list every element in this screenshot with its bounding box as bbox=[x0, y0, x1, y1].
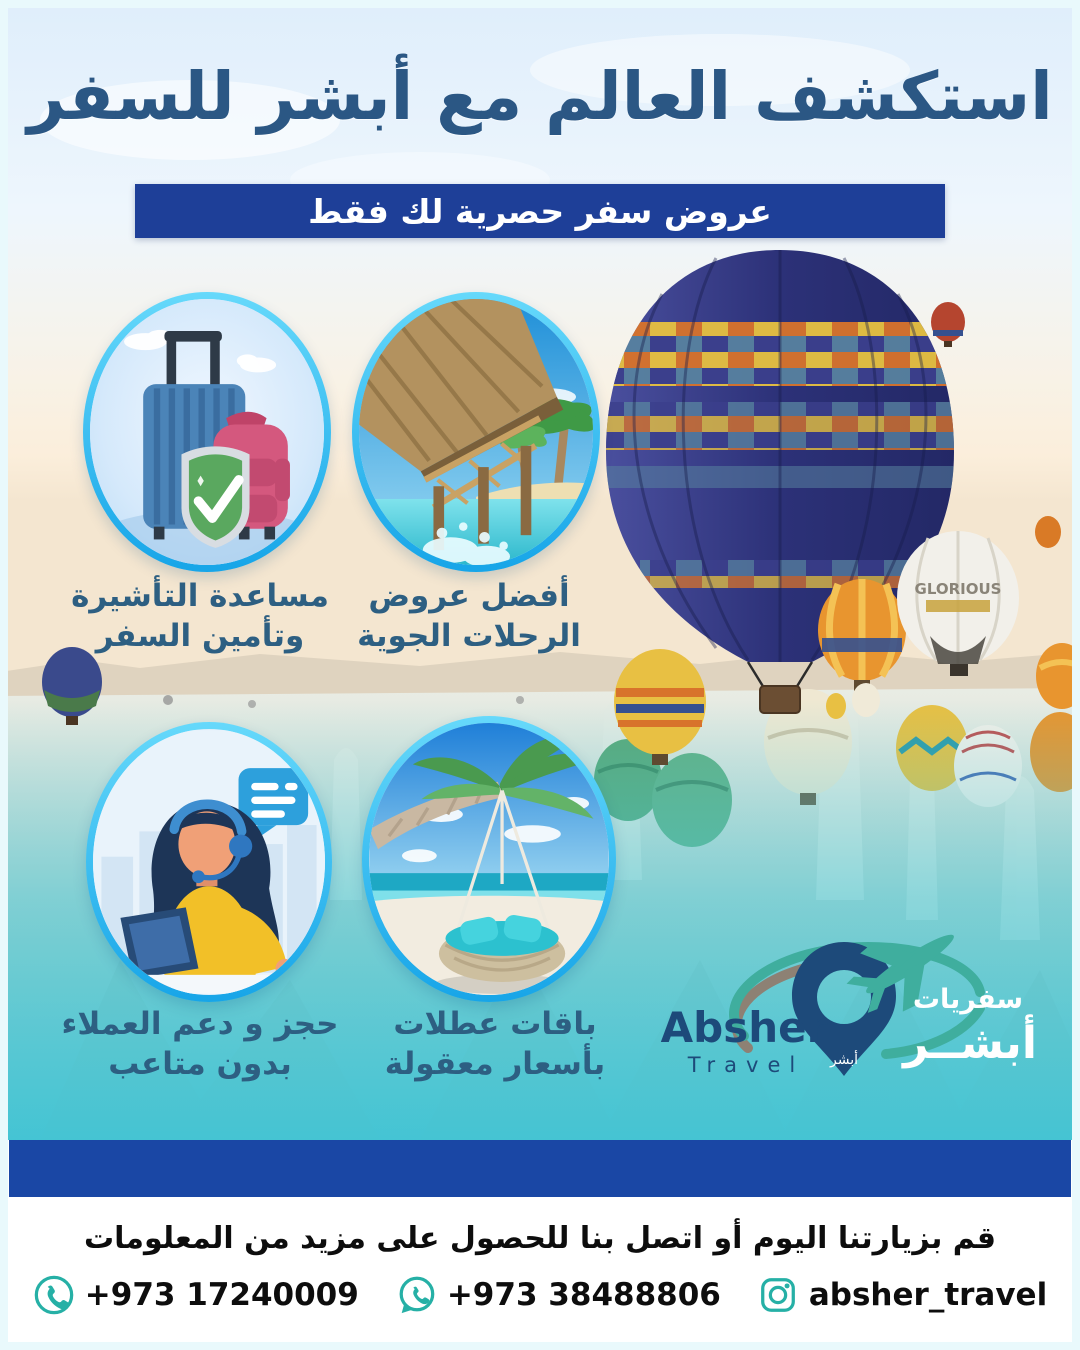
feature-circle-packages bbox=[362, 716, 616, 1002]
beach-hut-photo bbox=[359, 299, 593, 565]
sea bbox=[369, 873, 608, 893]
contact-whatsapp bbox=[395, 1274, 721, 1316]
feature-circle-flights bbox=[352, 292, 600, 572]
insurance-shield bbox=[181, 446, 249, 548]
pin-seal-mark: أبشر bbox=[830, 1052, 858, 1068]
feature-circle-support bbox=[86, 722, 332, 1002]
instagram-icon bbox=[757, 1274, 799, 1316]
subtitle-banner bbox=[135, 184, 945, 238]
footer-message: قم بزيارتنا اليوم أو اتصل بنا للحصول على مزيد من المعلومات bbox=[84, 1221, 996, 1256]
caption-support: حجز و دعم العملاء بدون متاعب bbox=[61, 1006, 339, 1083]
poster-title: استكشف العالم مع أبشر للسفر bbox=[27, 58, 1053, 135]
divider-band bbox=[9, 1140, 1071, 1197]
contact-phone bbox=[33, 1274, 359, 1316]
logo-name-en: Absher bbox=[660, 1003, 828, 1052]
svg-text:GLORIOUS: GLORIOUS bbox=[914, 580, 1002, 598]
whatsapp-number: +973 38488806 bbox=[446, 1277, 721, 1313]
caption-visa: مساعدة التأشيرة وتأمين السفر bbox=[71, 578, 329, 655]
logo-word-en: Travel bbox=[687, 1053, 805, 1077]
whatsapp-icon bbox=[395, 1274, 437, 1316]
feature-circle-visa bbox=[83, 292, 331, 572]
caption-flights: أفضل عروض الرحلات الجوية bbox=[357, 578, 581, 655]
subtitle-banner-text: عروض سفر حصرية لك فقط bbox=[308, 191, 772, 231]
logo-word-ar: سفريات bbox=[912, 984, 1024, 1015]
logo-name-ar: أبشــر bbox=[903, 1018, 1037, 1069]
luggage-insurance-illustration bbox=[90, 299, 324, 565]
phone-number: +973 17240009 bbox=[84, 1277, 359, 1313]
instagram-handle: absher_travel bbox=[808, 1277, 1048, 1313]
phone-icon bbox=[33, 1274, 75, 1316]
contact-instagram bbox=[757, 1274, 1047, 1316]
contact-row bbox=[0, 1274, 1080, 1316]
beach-daybed-photo bbox=[369, 723, 609, 995]
absher-travel-logo bbox=[648, 912, 1044, 1088]
caption-packages: باقات عطلات بأسعار معقولة bbox=[384, 1006, 606, 1083]
support-agent-illustration bbox=[93, 729, 325, 995]
